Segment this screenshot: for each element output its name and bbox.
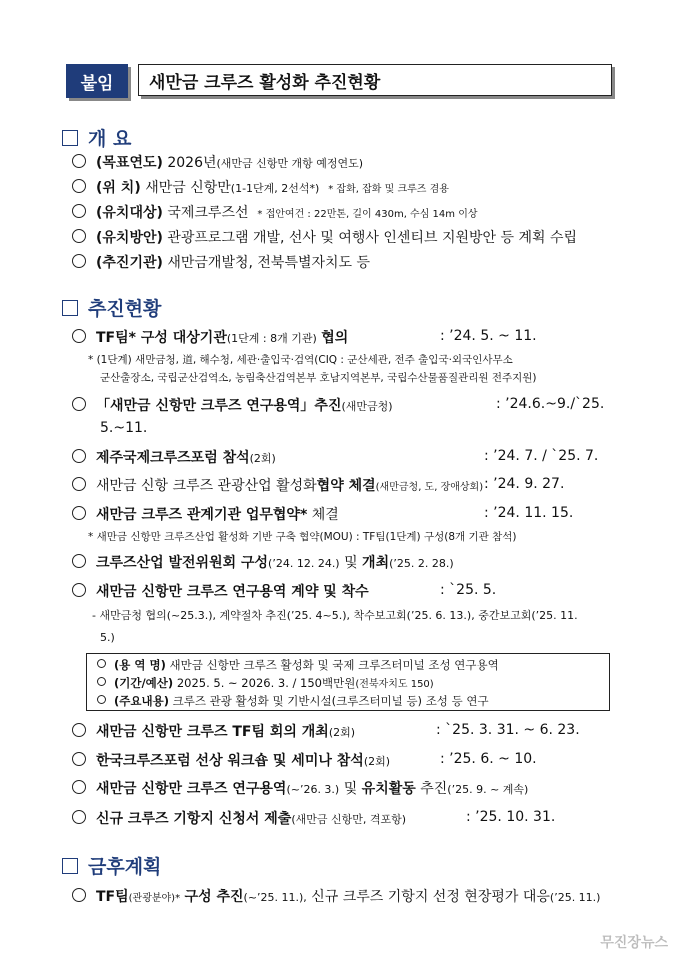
status-date: : ’24. 5. ~ 11. xyxy=(440,328,537,344)
status-item: 신규 크루즈 기항지 신청서 제출(새만금 신항만, 격포항) xyxy=(72,809,406,830)
overview-item: (추진기관) 새만금개발청, 전북특별자치도 등 xyxy=(72,253,370,273)
overview-item: (위 치) 새만금 신항만(1-1단계, 2선석*) * 잡화, 잡화 및 크루즈 겸용 xyxy=(72,178,449,200)
status-item: 새만금 크루즈 관계기관 업무협약* 체결 xyxy=(72,505,339,525)
status-date: : `25. 5. xyxy=(440,582,497,598)
detail-line: (기간/예산) 2025. 5. ~ 2026. 3. / 150백만원(전북자치도 150) xyxy=(97,675,434,691)
circle-bullet-icon xyxy=(72,583,86,597)
square-bullet-icon xyxy=(62,300,78,316)
status-date: : ’24. 9. 27. xyxy=(484,476,565,492)
small-circle-icon xyxy=(97,659,106,668)
status-date: : `25. 3. 31. ~ 6. 23. xyxy=(436,722,580,738)
status-date: : ’24. 11. 15. xyxy=(484,505,574,521)
circle-bullet-icon xyxy=(72,810,86,824)
status-date: : ’25. 10. 31. xyxy=(466,809,556,825)
circle-bullet-icon xyxy=(72,179,86,193)
status-item: 새만금 신항 크루즈 관광산업 활성화협약 체결(새만금청, 도, 장애상회) xyxy=(72,476,483,498)
circle-bullet-icon xyxy=(72,254,86,268)
status-item: 새만금 신항만 크루즈 연구용역 계약 및 착수 xyxy=(72,582,369,602)
status-date: 5.~11. xyxy=(100,420,148,436)
watermark-logo: 무진장뉴스 xyxy=(600,935,668,951)
section-overview: 개 요 xyxy=(62,124,131,151)
status-item: 새만금 신항만 크루즈 TF팀 회의 개최(2회) xyxy=(72,722,355,743)
document-header xyxy=(66,64,614,98)
overview-item: (목표연도) 2026년(새만금 신항만 개항 예정연도) xyxy=(72,153,363,174)
detail-line: (용 역 명) 새만금 신항만 크루즈 활성화 및 국제 크루즈터미널 조성 연구용역 xyxy=(97,657,499,673)
circle-bullet-icon xyxy=(72,154,86,168)
attachment-badge: 붙임 xyxy=(66,64,128,98)
footnote: 군산출장소, 국립군산검역소, 농림축산검역본부 호남지역본부, 국립수산물품질관리원 전주지원) xyxy=(100,372,537,384)
status-item: 한국크루즈포럼 선상 워크숍 및 세미나 참석(2회) xyxy=(72,751,390,772)
detail-line: (주요내용) 크루즈 관광 활성화 및 기반시설(크루즈터미널 등) 조성 등 연구 xyxy=(97,693,489,709)
small-circle-icon xyxy=(97,695,106,704)
status-item: 제주국제크루즈포럼 참석(2회) xyxy=(72,448,276,469)
status-item: 「새만금 신항만 크루즈 연구용역」추진(새만금청) xyxy=(72,396,393,417)
circle-bullet-icon xyxy=(72,449,86,463)
status-item: TF팀* 구성 대상기관(1단계 : 8개 기관) 협의 xyxy=(72,328,348,349)
contract-detail-box xyxy=(86,653,610,711)
footnote: * 새만금 신항만 크루즈산업 활성화 기반 구축 협약(MOU) : TF팀(1단계) 구성(8개 기관 참석) xyxy=(88,531,517,543)
sub-item: 5.) xyxy=(100,631,115,644)
circle-bullet-icon xyxy=(72,329,86,343)
circle-bullet-icon xyxy=(72,506,86,520)
circle-bullet-icon xyxy=(72,723,86,737)
plan-item: TF팀(관광분야)* 구성 추진(~’25. 11.), 신규 크루즈 기항지 선정 현장평가 대응(’25. 11.) xyxy=(72,887,600,909)
overview-item: (유치대상) 국제크루즈선 * 접안여건 : 22만톤, 길이 430m, 수심 14m 이상 xyxy=(72,203,478,225)
circle-bullet-icon xyxy=(72,888,86,902)
circle-bullet-icon xyxy=(72,204,86,218)
circle-bullet-icon xyxy=(72,554,86,568)
circle-bullet-icon xyxy=(72,229,86,243)
square-bullet-icon xyxy=(62,858,78,874)
section-plan: 금후계획 xyxy=(62,852,161,879)
square-bullet-icon xyxy=(62,130,78,146)
status-item: 새만금 신항만 크루즈 연구용역(~’26. 3.) 및 유치활동 추진(’25. 9. ~ 계속) xyxy=(72,779,528,800)
sub-item: - 새만금청 협의(~25.3.), 계약절차 추진(’25. 4~5.), 착수보고회(’25. 6. 13.), 중간보고회(’25. 11. xyxy=(92,609,578,622)
status-item: 크루즈산업 발전위원회 구성(’24. 12. 24.) 및 개최(’25. 2. 28.) xyxy=(72,553,454,574)
page-title: 새만금 크루즈 활성화 추진현황 xyxy=(138,64,612,96)
status-date: : ’24.6.~9./`25. xyxy=(496,396,605,412)
status-date: : ’25. 6. ~ 10. xyxy=(440,751,537,767)
section-status: 추진현황 xyxy=(62,294,161,321)
footnote: * (1단계) 새만금청, 道, 해수청, 세관·출입국·검역(CIQ : 군산세관, 전주 출입국·외국인사무소 xyxy=(88,354,513,366)
overview-item: (유치방안) 관광프로그램 개발, 선사 및 여행사 인센티브 지원방안 등 계획 수립 xyxy=(72,228,577,248)
circle-bullet-icon xyxy=(72,752,86,766)
small-circle-icon xyxy=(97,677,106,686)
circle-bullet-icon xyxy=(72,477,86,491)
circle-bullet-icon xyxy=(72,780,86,794)
status-date: : ’24. 7. / `25. 7. xyxy=(484,448,599,464)
circle-bullet-icon xyxy=(72,397,86,411)
